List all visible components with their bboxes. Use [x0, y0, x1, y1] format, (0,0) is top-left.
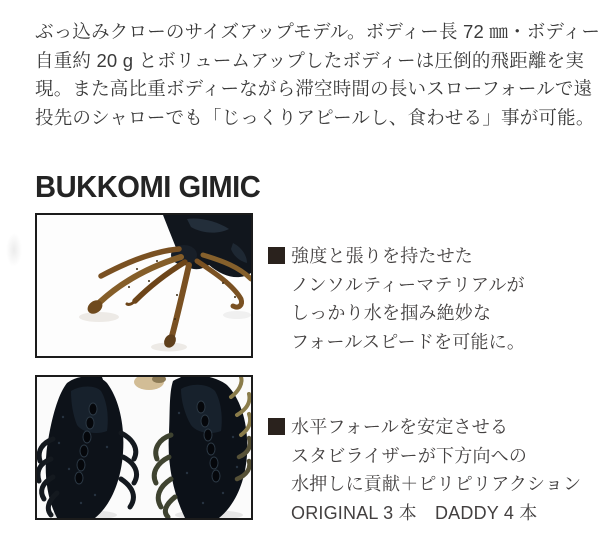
feature-line: 水平フォールを安定させる — [291, 417, 509, 437]
section-title: BUKKOMI GIMIC — [35, 169, 261, 204]
feature-line: スタビライザーが下方向への — [291, 445, 528, 466]
feature-bullet-1 — [268, 247, 285, 264]
feature-line: フォールスピードを可能に。 — [291, 331, 526, 352]
feature-text-2 — [291, 413, 596, 527]
feature-bullet-2 — [268, 418, 285, 435]
intro-paragraph — [35, 18, 600, 132]
feature-line: ORIGINAL 3 本 DADDY 4 本 — [291, 502, 538, 523]
feature-line: 水押しに貢献＋ピリピリアクション — [291, 474, 582, 494]
feature-line: ノンソルティーマテリアルが — [291, 274, 525, 295]
intro-line: 現。また高比重ボディーながら滞空時間の長いスローフォールで遠 — [35, 78, 593, 99]
intro-line: ぶっ込みクローのサイズアップモデル。ボディー長 72 ㎜・ボディー — [35, 21, 600, 42]
lure-photo-1 — [35, 213, 253, 358]
feature-line: 強度と張りを持たせた — [291, 246, 473, 266]
intro-line: 自重約 20 g とボリュームアップしたボディーは圧倒的飛距離を実 — [35, 49, 585, 71]
intro-line: 投先のシャローでも「じっくりアピールし、食わせる」事が可能。 — [35, 106, 595, 128]
feature-line: しっかり水を掴み絶妙な — [291, 303, 492, 323]
lure-tentacles-illustration — [37, 215, 251, 356]
lure-photo-2 — [35, 375, 253, 520]
feature-text-1 — [291, 242, 596, 356]
scan-smudge — [6, 233, 22, 267]
lure-stabilizer-illustration — [37, 377, 251, 518]
